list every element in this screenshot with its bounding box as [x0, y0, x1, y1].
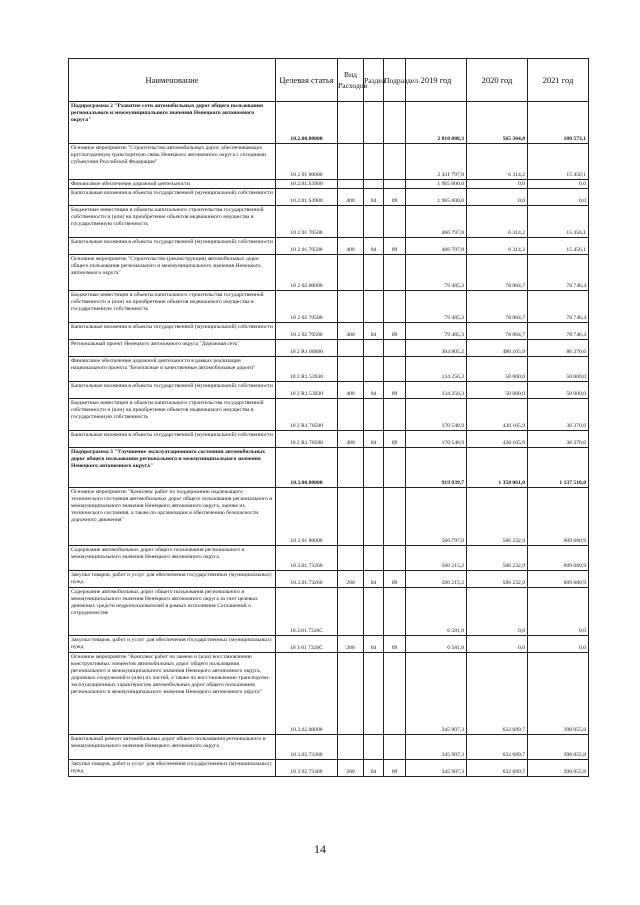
- table-body: [69, 102, 589, 777]
- cell-year-2019: 466 797,8: [406, 206, 467, 238]
- table-row: [69, 588, 589, 636]
- table-row: [69, 102, 589, 144]
- cell-target-article: 10 2 R1 00000: [276, 340, 338, 357]
- cell-year-2019: 345 907,3: [406, 735, 467, 760]
- cell-year-2020: 632 689,7: [467, 760, 528, 777]
- cell-year-2020: 0,0: [467, 636, 528, 653]
- cell-target-article: 10.2.01.S3900: [276, 180, 338, 189]
- cell-expense-type: [338, 340, 364, 357]
- cell-name: Капитальные вложения в объекты государственной (муниципальной) собственности: [69, 382, 276, 399]
- cell-expense-type: [338, 588, 364, 636]
- cell-name: Бюджетные инвестиции в объекты капитального строительства государственной собственности и (или) на приобретение объектов недвижимого имущества в государственную собственность: [69, 399, 276, 431]
- cell-subsection: [384, 653, 406, 735]
- cell-year-2019: 134 256,3: [406, 382, 467, 399]
- cell-subsection: [384, 488, 406, 546]
- cell-year-2020: 6 314,2: [467, 144, 528, 180]
- cell-year-2021: 398 055,8: [528, 653, 589, 735]
- cell-year-2020: 586 232,9: [467, 488, 528, 546]
- cell-expense-type: [338, 102, 364, 144]
- cell-year-2020: 78 884,7: [467, 255, 528, 291]
- cell-year-2019: 466 797,8: [406, 238, 467, 255]
- cell-subsection: [384, 588, 406, 636]
- cell-name: Бюджетные инвестиции в объекты капитального строительства государственной собственности и (или) на приобретение объектов недвижимого имущества в государственную собственность: [69, 291, 276, 323]
- cell-section: 04: [364, 571, 384, 588]
- cell-year-2020: 430 165,9: [467, 399, 528, 431]
- budget-table: [68, 58, 589, 777]
- cell-target-article: 10 2 R1 53930: [276, 382, 338, 399]
- cell-section: [364, 180, 384, 189]
- cell-target-article: 10 2 01 70500: [276, 206, 338, 238]
- cell-section: 04: [364, 238, 384, 255]
- cell-name: Основное мероприятие "Комплекс работ по поддержанию надлежащего технического состояния автомобильных дорог общего пользования регионального и межмуниципального значения Ненецкого автономного округа, оценке их технического состояния, а также по организации и обеспечению безопасности дорожного движения": [69, 488, 276, 546]
- cell-section: [364, 588, 384, 636]
- cell-year-2021: 398 055,8: [528, 735, 589, 760]
- cell-section: [364, 144, 384, 180]
- cell-year-2021: 0,0: [528, 588, 589, 636]
- table-row: [69, 291, 589, 323]
- cell-name: Закупка товаров, работ и услуг для обеспечения государственных (муниципальных) нужд: [69, 760, 276, 777]
- cell-target-article: 10 3 02 73360: [276, 760, 338, 777]
- cell-year-2019: 6 581,8: [406, 636, 467, 653]
- cell-year-2021: 78 746,4: [528, 291, 589, 323]
- table-row: [69, 488, 589, 546]
- cell-target-article: 10.3.01.73260: [276, 571, 338, 588]
- cell-name: Закупка товаров, работ и услуг для обеспечения государственных (муниципальных) нужд: [69, 571, 276, 588]
- cell-subsection: 09: [384, 382, 406, 399]
- cell-year-2021: 15 456,1: [528, 238, 589, 255]
- cell-target-article: 10 2 02.00000: [276, 255, 338, 291]
- cell-name: Подпрограмма 2 "Развитие сети автомобильных дорог общего пользования регионального и межмуниципального значения Ненецкого автономного округа": [69, 102, 276, 144]
- cell-expense-type: [338, 144, 364, 180]
- cell-name: Основное мероприятие "Комплекс работ по замене и (или) восстановлению конструктивных элементов автомобильных дорог общего пользования регионального и межмуниципального значения Ненецкого автономного округа, дорожных сооружений и (или) их частей, а также по восстановлению транспортно-эксплуатационных характеристик автомобильных дорог общего пользования регионального и межмуниципального значения Ненецкого автономного округа": [69, 653, 276, 735]
- cell-expense-type: 400: [338, 382, 364, 399]
- cell-section: [364, 488, 384, 546]
- cell-year-2021: 180 573,1: [528, 102, 589, 144]
- table-row: [69, 206, 589, 238]
- cell-section: 04: [364, 431, 384, 448]
- cell-expense-type: [338, 180, 364, 189]
- cell-subsection: 09: [384, 323, 406, 340]
- table-row: [69, 189, 589, 206]
- cell-subsection: [384, 144, 406, 180]
- cell-expense-type: [338, 255, 364, 291]
- cell-year-2020: 78 884,7: [467, 323, 528, 340]
- page-number: 14: [314, 842, 326, 856]
- cell-year-2021: 609 680,9: [528, 571, 589, 588]
- table-row: [69, 382, 589, 399]
- cell-year-2021: 36 370,6: [528, 431, 589, 448]
- cell-section: 04: [364, 760, 384, 777]
- cell-name: Основное мероприятие "Строительство (реконструкция) автомобильных дорог общего пользования регионального и межмуниципального значения Ненецкого автономного округа": [69, 255, 276, 291]
- header-target-article: Целевая статья: [276, 59, 338, 102]
- cell-year-2020: 1 350 061,0: [467, 448, 528, 488]
- cell-year-2021: 50 000,0: [528, 382, 589, 399]
- table-row: [69, 357, 589, 382]
- cell-year-2021: 1 137 518,0: [528, 448, 589, 488]
- cell-name: Содержание автомобильных дорог общего пользования регионального и межмуниципального значения Ненецкого автономного округа за счет целевых денежных средств недропользователей в рамках исполнения Соглашений о сотрудничестве: [69, 588, 276, 636]
- cell-year-2019: 79 485,3: [406, 323, 467, 340]
- header-year-2020: 2020 год: [467, 59, 528, 102]
- cell-year-2019: 1 965 000,0: [406, 180, 467, 189]
- header-subsection: Подраздел: [384, 59, 406, 102]
- cell-section: [364, 653, 384, 735]
- table-row: [69, 255, 589, 291]
- cell-year-2019: 560 215,2: [406, 571, 467, 588]
- cell-year-2019: 2 431 797,8: [406, 144, 467, 180]
- cell-section: 04: [364, 323, 384, 340]
- cell-year-2021: 609 680,9: [528, 488, 589, 546]
- cell-year-2020: 632 689,7: [467, 735, 528, 760]
- header-year-2019: 2019 год: [406, 59, 467, 102]
- cell-target-article: 10 3 01 00000: [276, 488, 338, 546]
- cell-year-2019: 79 485,3: [406, 291, 467, 323]
- cell-section: [364, 255, 384, 291]
- cell-target-article: 10.3.01.73260: [276, 546, 338, 571]
- table-header-row: [69, 59, 589, 102]
- cell-year-2020: 6 314,2: [467, 206, 528, 238]
- cell-section: [364, 735, 384, 760]
- cell-target-article: 10 2 01.70500: [276, 238, 338, 255]
- cell-year-2021: 609 680,9: [528, 546, 589, 571]
- table-row: [69, 431, 589, 448]
- header-expense-type: Вид Расходов: [338, 59, 364, 102]
- cell-year-2020: 78 884,7: [467, 291, 528, 323]
- cell-year-2019: 560 215,2: [406, 546, 467, 571]
- cell-target-article: 10 2 R1 70500: [276, 431, 338, 448]
- cell-subsection: [384, 180, 406, 189]
- cell-year-2021: 86 370,6: [528, 340, 589, 357]
- table-row: [69, 636, 589, 653]
- cell-subsection: 09: [384, 431, 406, 448]
- cell-subsection: [384, 357, 406, 382]
- cell-target-article: 10.2.00.00000: [276, 102, 338, 144]
- cell-year-2020: 586 232,9: [467, 546, 528, 571]
- cell-year-2021: 78 746,4: [528, 255, 589, 291]
- cell-expense-type: [338, 291, 364, 323]
- cell-target-article: 10.3.02.73360: [276, 735, 338, 760]
- cell-year-2021: 0,0: [528, 636, 589, 653]
- cell-expense-type: 400: [338, 189, 364, 206]
- budget-table-sheet: [68, 58, 588, 777]
- table-row: [69, 323, 589, 340]
- table-row: [69, 735, 589, 760]
- cell-year-2019: 134 256,3: [406, 357, 467, 382]
- cell-year-2020: 586 232,9: [467, 571, 528, 588]
- cell-name: Основное мероприятие "Строительство автомобильных дорог, обеспечивающих круглогодичную транспортную связь Ненецкого автономного округа с соседними субъектами Российской Федерации": [69, 144, 276, 180]
- table-row: [69, 238, 589, 255]
- cell-target-article: 10 2 01 00000: [276, 144, 338, 180]
- cell-year-2021: 0,0: [528, 180, 589, 189]
- cell-section: [364, 546, 384, 571]
- cell-year-2020: 50 000,0: [467, 357, 528, 382]
- cell-target-article: 10 2 02 70500: [276, 291, 338, 323]
- cell-expense-type: [338, 399, 364, 431]
- cell-expense-type: 400: [338, 431, 364, 448]
- cell-expense-type: 200: [338, 636, 364, 653]
- cell-expense-type: [338, 357, 364, 382]
- table-row: [69, 144, 589, 180]
- table-row: [69, 180, 589, 189]
- cell-year-2020: 565 364,8: [467, 102, 528, 144]
- cell-section: 04: [364, 382, 384, 399]
- cell-year-2020: 6 314,2: [467, 238, 528, 255]
- table-row: [69, 448, 589, 488]
- cell-year-2019: 345 907,3: [406, 760, 467, 777]
- cell-year-2020: 430 165,9: [467, 431, 528, 448]
- cell-name: Капитальные вложения в объекты государственной (муниципальной) собственности: [69, 323, 276, 340]
- cell-expense-type: [338, 653, 364, 735]
- header-year-2021: 2021 год: [528, 59, 589, 102]
- table-row: [69, 571, 589, 588]
- cell-expense-type: [338, 735, 364, 760]
- cell-target-article: 10.3.00.00000: [276, 448, 338, 488]
- cell-subsection: [384, 735, 406, 760]
- cell-section: [364, 291, 384, 323]
- cell-subsection: 09: [384, 189, 406, 206]
- cell-expense-type: 400: [338, 238, 364, 255]
- cell-target-article: 10.3.02.00000: [276, 653, 338, 735]
- table-row: [69, 653, 589, 735]
- cell-subsection: [384, 291, 406, 323]
- cell-name: Бюджетные инвестиции в объекты капитального строительства государственной собственности и (или) на приобретение объектов недвижимого имущества в государственную собственность: [69, 206, 276, 238]
- cell-name: Финансовое обеспечение дорожной деятельности в рамках реализации национального проекта "Безопасные и качественные автомобильные дороги": [69, 357, 276, 382]
- cell-expense-type: 400: [338, 323, 364, 340]
- cell-year-2019: 919 839,7: [406, 448, 467, 488]
- table-row: [69, 546, 589, 571]
- table-row: [69, 399, 589, 431]
- cell-subsection: 09: [384, 238, 406, 255]
- cell-expense-type: [338, 488, 364, 546]
- cell-subsection: [384, 206, 406, 238]
- cell-subsection: 09: [384, 636, 406, 653]
- cell-year-2021: 78 746,4: [528, 323, 589, 340]
- cell-name: Содержание автомобильных дорог общего пользования регионального и межмуниципального значения Ненецкого автономного округа: [69, 546, 276, 571]
- cell-subsection: [384, 399, 406, 431]
- cell-year-2020: 0,0: [467, 588, 528, 636]
- cell-name: Капитальный ремонт автомобильных дорог общего пользования регионального и межмуниципального значения Ненецкого автономного округа: [69, 735, 276, 760]
- cell-subsection: [384, 448, 406, 488]
- cell-year-2019: 79 485,3: [406, 255, 467, 291]
- cell-target-article: 10 2 02 70500: [276, 323, 338, 340]
- cell-expense-type: 200: [338, 760, 364, 777]
- cell-year-2019: 6 581,8: [406, 588, 467, 636]
- cell-name: Закупка товаров, работ и услуг для обеспечения государственных (муниципальных) нужд: [69, 636, 276, 653]
- cell-target-article: 10 2 R1 70500: [276, 399, 338, 431]
- cell-section: [364, 206, 384, 238]
- table-row: [69, 760, 589, 777]
- cell-subsection: 09: [384, 760, 406, 777]
- cell-name: Капитальные вложения в объекты государственной (муниципальной) собственности: [69, 238, 276, 255]
- cell-name: Финансовое обеспечение дорожной деятельности: [69, 180, 276, 189]
- cell-year-2021: 15 456,1: [528, 144, 589, 180]
- cell-subsection: [384, 546, 406, 571]
- cell-section: [364, 357, 384, 382]
- cell-target-article: 10.2.01.S3900: [276, 189, 338, 206]
- cell-name: Подпрограмма 3 "Улучшение эксплуатационного состояния автомобильных дорог общего пользования регионального и межмуниципального значения Ненецкого автономного округа": [69, 448, 276, 488]
- cell-year-2019: 566 797,0: [406, 488, 467, 546]
- cell-section: [364, 448, 384, 488]
- cell-name: Региональный проект Ненецкого автономного округа "Дорожная сеть": [69, 340, 276, 357]
- cell-year-2021: 398 055,8: [528, 760, 589, 777]
- cell-year-2019: 2 810 088,3: [406, 102, 467, 144]
- table-row: [69, 340, 589, 357]
- cell-expense-type: 200: [338, 571, 364, 588]
- cell-section: [364, 340, 384, 357]
- cell-expense-type: [338, 546, 364, 571]
- cell-section: [364, 102, 384, 144]
- cell-subsection: [384, 255, 406, 291]
- cell-subsection: [384, 102, 406, 144]
- cell-year-2020: 480 165,9: [467, 340, 528, 357]
- cell-year-2020: 0,0: [467, 189, 528, 206]
- header-section: Раздел: [364, 59, 384, 102]
- cell-year-2019: 170 548,9: [406, 431, 467, 448]
- cell-target-article: 10 3 01 7326С: [276, 636, 338, 653]
- cell-subsection: [384, 340, 406, 357]
- cell-year-2020: 50 000,0: [467, 382, 528, 399]
- cell-expense-type: [338, 206, 364, 238]
- cell-section: [364, 399, 384, 431]
- cell-year-2021: 50 000,0: [528, 357, 589, 382]
- cell-target-article: 10 2 R1 53930: [276, 357, 338, 382]
- cell-subsection: 09: [384, 571, 406, 588]
- cell-expense-type: [338, 448, 364, 488]
- cell-year-2019: 304 805,2: [406, 340, 467, 357]
- cell-name: Капитальные вложения в объекты государственной (муниципальной) собственности: [69, 431, 276, 448]
- cell-target-article: 10.3.01.7326С: [276, 588, 338, 636]
- cell-section: 04: [364, 636, 384, 653]
- header-name: Наименование: [69, 59, 276, 102]
- cell-year-2021: 15 456,1: [528, 206, 589, 238]
- cell-year-2019: 170 548,9: [406, 399, 467, 431]
- cell-year-2019: 345 907,3: [406, 653, 467, 735]
- cell-year-2020: 632 689,7: [467, 653, 528, 735]
- cell-name: Капитальные вложения в объекты государственной (муниципальной) собственности: [69, 189, 276, 206]
- cell-section: 04: [364, 189, 384, 206]
- cell-year-2019: 1 965 000,0: [406, 189, 467, 206]
- cell-year-2020: 0,0: [467, 180, 528, 189]
- cell-year-2021: 36 370,6: [528, 399, 589, 431]
- cell-year-2021: 0,0: [528, 189, 589, 206]
